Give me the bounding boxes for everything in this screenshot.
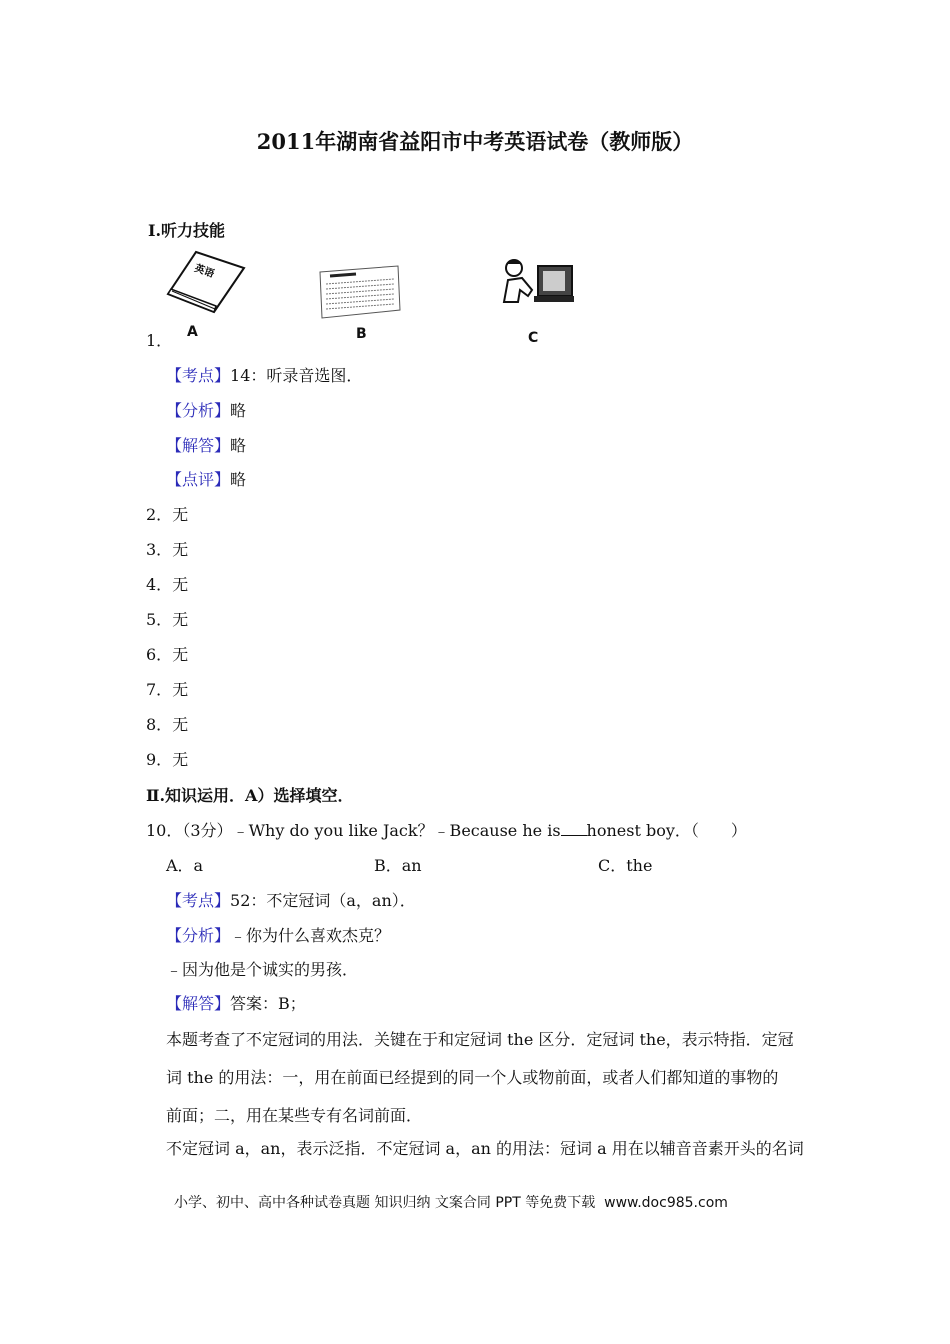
- q1-fenxi: [166, 398, 246, 421]
- jieda-tag: 【解答】: [166, 436, 231, 455]
- q1-jieda: [166, 433, 246, 456]
- question-3: 3．无: [146, 540, 189, 559]
- explanation-line-3: 前面；二，用在某些专有名词前面．: [166, 1106, 423, 1125]
- section-heading-listening: Ⅰ.听力技能: [148, 221, 226, 240]
- jieda-tag: 【解答】: [166, 994, 231, 1013]
- explanation-line-1: 本题考查了不定冠词的用法．关键在于和定冠词 the 区分．定冠词 the，表示特指．定冠: [166, 1030, 794, 1049]
- question-10-stem: 10．（3分）﹣Why do you like Jack？﹣Because he is honest boy．（ ）: [146, 821, 747, 840]
- footer: [174, 1192, 728, 1212]
- newspaper-picture: [316, 264, 402, 320]
- question-number-10: 10．: [146, 821, 183, 840]
- image-label-c: C: [528, 330, 539, 346]
- kaodian-text: 52：不定冠词（a，an）．: [230, 891, 416, 910]
- question-6: 6．无: [146, 645, 189, 664]
- question-8: 8．无: [146, 715, 189, 734]
- fenxi-text: 略: [230, 401, 247, 420]
- answer-blank: [561, 821, 587, 836]
- kaodian-tag: 【考点】: [166, 366, 231, 385]
- question-number-1: 1．: [146, 331, 173, 350]
- q1-kaodian: [166, 363, 362, 386]
- kaodian-text: 14：听录音选图．: [230, 366, 363, 385]
- score: （3分）: [182, 821, 233, 840]
- image-label-b: B: [356, 326, 367, 342]
- jieda-text: 略: [230, 436, 247, 455]
- option-b: B．an: [374, 856, 422, 875]
- q1-dianping: [166, 467, 246, 490]
- question-4: 4．无: [146, 575, 189, 594]
- question-9: 9．无: [146, 750, 189, 769]
- explanation-line-2: 词 the 的用法：一，用在前面已经提到的同一个人或物前面，或者人们都知道的事物的: [166, 1068, 779, 1087]
- jieda-text: 答案：B；: [230, 994, 306, 1013]
- footer-text: 小学、初中、高中各种试卷真题 知识归纳 文案合同 PPT 等免费下载: [174, 1195, 596, 1211]
- footer-site-link[interactable]: www.doc985.com: [604, 1195, 728, 1211]
- explanation-line-4: 不定冠词 a，an，表示泛指．不定冠词 a，an 的用法：冠词 a 用在以辅音音素开头的名词: [166, 1139, 804, 1158]
- fenxi-tag: 【分析】: [166, 401, 231, 420]
- q10-kaodian: [166, 888, 416, 911]
- book-cover-text: 英语: [192, 262, 216, 281]
- question-2: 2．无: [146, 505, 189, 524]
- book-picture: [166, 250, 248, 314]
- fenxi-text: ﹣你为什么喜欢杰克？: [230, 926, 391, 945]
- q10-jieda: [166, 991, 306, 1014]
- question-7: 7．无: [146, 680, 189, 699]
- q10-fenxi: [166, 923, 390, 946]
- page-title: 2011年湖南省益阳市中考英语试卷（教师版）: [256, 129, 694, 154]
- computer-picture: [500, 256, 578, 308]
- image-label-a: A: [187, 324, 198, 340]
- question-5: 5．无: [146, 610, 189, 629]
- q10-fenxi-line2: ﹣因为他是个诚实的男孩．: [166, 960, 359, 979]
- option-a: A．a: [166, 856, 204, 875]
- section-heading-knowledge: Ⅱ.知识运用．A）选择填空．: [146, 786, 354, 805]
- fenxi-tag: 【分析】: [166, 926, 231, 945]
- dianping-tag: 【点评】: [166, 470, 231, 489]
- kaodian-tag: 【考点】: [166, 891, 231, 910]
- option-c: C．the: [598, 856, 653, 875]
- dianping-text: 略: [230, 470, 247, 489]
